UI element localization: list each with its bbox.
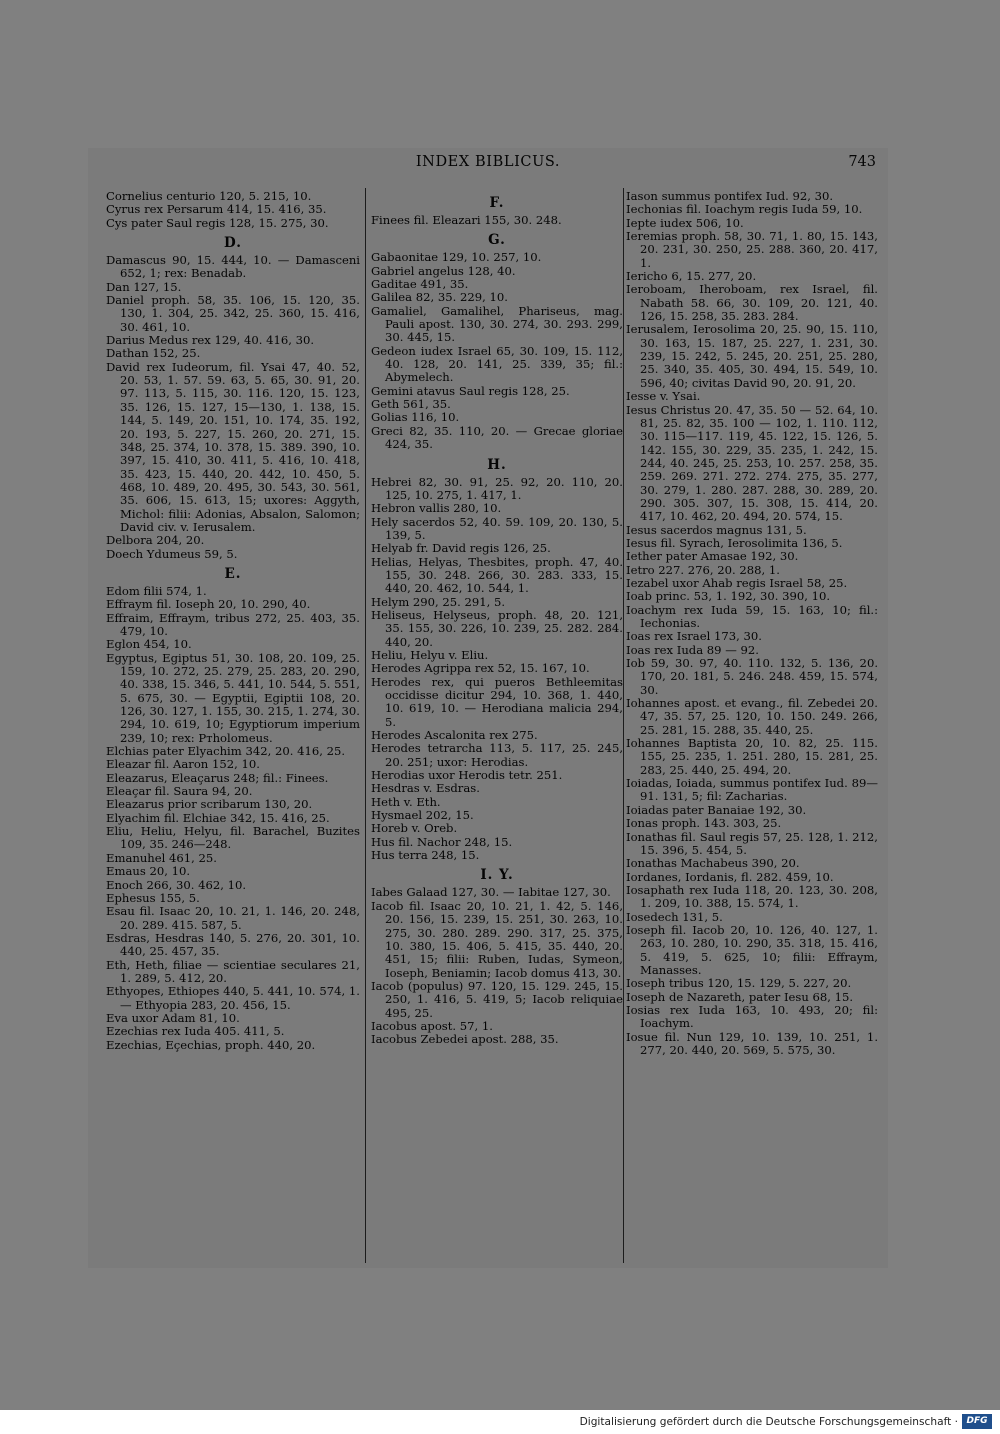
index-entry: Effraym fil. Ioseph 20, 10. 290, 40. xyxy=(106,597,311,612)
index-entry: Damascus 90, 15. 444, 10. — Damasceni 652, 1; rex: Benadab. xyxy=(106,253,360,281)
index-entry: Hesdras v. Esdras. xyxy=(371,781,480,796)
index-entry: Ioseph de Nazareth, pater Iesu 68, 15. xyxy=(626,989,854,1004)
index-entry: Galilea 82, 35. 229, 10. xyxy=(371,290,508,305)
index-entry: Hus fil. Nachor 248, 15. xyxy=(371,834,513,849)
index-entry: Herodes tetrarcha 113, 5. 117, 25. 245, 20. 251; uxor: Herodias. xyxy=(371,741,623,769)
section-letter-heading: G. xyxy=(488,232,506,249)
index-entry: Emaus 20, 10. xyxy=(106,864,191,879)
index-entry: Iechonias fil. Ioachym regis Iuda 59, 10. xyxy=(626,202,863,217)
index-entry: Ietro 227. 276, 20. 288, 1. xyxy=(626,562,780,577)
index-entry: Iosias rex Iuda 163, 10. 493, 20; fil: Ioachym. xyxy=(626,1002,878,1031)
index-entry: Iohannes Baptista 20, 10. 82, 25. 115. 155, 25. 235, 1. 251. 280, 15. 281, 25. 283, 25. 440, 25. 494, 20. xyxy=(626,736,878,777)
index-entry: Eleazarus prior scribarum 130, 20. xyxy=(106,797,313,812)
index-entry: Herodes rex, qui pueros Bethleemitas occidisse dicitur 294, 10. 368, 1. 440, 10. 619, 10. — Herodiana malicia 294, 5. xyxy=(371,674,623,729)
index-entry: Greci 82, 35. 110, 20. — Grecae gloriae 424, 35. xyxy=(371,423,623,452)
index-entry: Eglon 454, 10. xyxy=(106,637,192,652)
index-entry: Hebron vallis 280, 10. xyxy=(371,501,502,516)
index-entry: Edom filii 574, 1. xyxy=(106,583,207,598)
index-entry: Eleazarus, Eleaçarus 248; fil.: Finees. xyxy=(106,770,329,785)
index-entry: Egyptus, Egiptus 51, 30. 108, 20. 109, 25. 159, 10. 272, 25. 279, 25. 283, 20. 290, 40. 338, 15. 346, 5. 441, 10. 544, 5. 551, 5. 675, 30. — Egyptii, Egiptii 108, 20. 126, 30. 127, 1. 155, 30. 215, 1. 274, 30. 294, 10. 619, 10; Egyptiorum imperium 239, 10; rex: Pтholomeus. xyxy=(106,650,360,745)
index-entry: Gamaliel, Gamalihel, Phariseus, mag. Pauli apost. 130, 30. 274, 30. 293. 299, 30. 445, 15. xyxy=(371,303,623,345)
index-entry: Helyab fr. David regis 126, 25. xyxy=(371,541,551,556)
index-entry: Ierusalem, Ierosolima 20, 25. 90, 15. 110, 30. 163, 15. 187, 25. 227, 1. 231, 30. 239, 15. 242, 5. 245, 20. 251, 25. 280, 25. 340, 35. 405, 30. 494, 15. 549, 10. 596, 40; civitas David 90, 20. 91, 20. xyxy=(626,322,878,390)
index-entry: Eliu, Heliu, Helyu, fil. Barachel, Buzites 109, 35. 246—248. xyxy=(106,824,360,852)
index-entry: Iacobus apost. 57, 1. xyxy=(371,1018,493,1033)
index-entry: Gaditae 491, 35. xyxy=(371,277,469,292)
index-entry: Eth, Heth, filiae — scientiae seculares 21, 1. 289, 5. 412, 20. xyxy=(106,957,360,985)
index-entry: Ioachym rex Iuda 59, 15. 163, 10; fil.: Iechonias. xyxy=(626,602,878,630)
index-entry: Doech Ydumeus 59, 5. xyxy=(106,546,238,561)
index-entry: Ephesus 155, 5. xyxy=(106,890,200,905)
index-entry: Iether pater Amasae 192, 30. xyxy=(626,549,799,564)
index-entry: Hely sacerdos 52, 40. 59. 109, 20. 130, 5. 139, 5. xyxy=(371,514,623,542)
index-entry: Iezabel uxor Ahab regis Israel 58, 25. xyxy=(626,575,848,590)
index-entry: Iesse v. Ysai. xyxy=(626,389,701,404)
index-entry: Hysmael 202, 15. xyxy=(371,808,474,823)
index-entry: Ionathas Machabeus 390, 20. xyxy=(626,856,800,871)
index-entry: Ezechias, Eçechias, proph. 440, 20. xyxy=(106,1037,316,1052)
index-entry: Daniel proph. 58, 35. 106, 15. 120, 35. 130, 1. 304, 25. 342, 25. 360, 15. 416, 30. 461, 10. xyxy=(106,293,360,334)
index-entry: Iericho 6, 15. 277, 20. xyxy=(626,269,757,284)
index-entry: Eleazar fil. Aaron 152, 10. xyxy=(106,757,260,772)
index-entry: Iepte iudex 506, 10. xyxy=(626,215,744,230)
index-entry: Iosue fil. Nun 129, 10. 139, 10. 251, 1. 277, 20. 440, 20. 569, 5. 575, 30. xyxy=(626,1029,878,1057)
index-column-middle xyxy=(371,190,623,1047)
index-entry: Ioseph tribus 120, 15. 129, 5. 227, 20. xyxy=(626,976,852,991)
index-entry: Iacobus Zebedei apost. 288, 35. xyxy=(371,1032,559,1047)
index-entry: Enoch 266, 30. 462, 10. xyxy=(106,877,247,892)
index-entry: Gedeon iudex Israel 65, 30. 109, 15. 112, 40. 128, 20. 141, 25. 339, 35; fil.: Abymelech. xyxy=(371,343,623,385)
index-entry: Ieremias proph. 58, 30. 71, 1. 80, 15. 143, 20. 231, 30. 250, 25. 288. 360, 20. 417, 1. xyxy=(626,229,878,270)
index-entry: Esdras, Hesdras 140, 5. 276, 20. 301, 10. 440, 25. 457, 35. xyxy=(106,930,360,959)
page-number: 743 xyxy=(848,154,876,170)
index-entry: Eleaçar fil. Saura 94, 20. xyxy=(106,784,253,799)
index-entry: Heliu, Helyu v. Eliu. xyxy=(371,647,489,662)
index-column-right xyxy=(626,190,878,1057)
scanned-page xyxy=(88,148,888,1268)
index-entry: Cornelius centurio 120, 5. 215, 10. xyxy=(106,189,312,203)
index-entry: Iabes Galaad 127, 30. — Iabitae 127, 30. xyxy=(371,885,611,900)
index-entry: Iesus fil. Syrach, Ierosolimita 136, 5. xyxy=(626,535,843,550)
index-entry: Geth 561, 35. xyxy=(371,397,451,412)
index-entry: Ioiadas, Ioiada, summus pontifex Iud. 89—91. 131, 5; fil: Zacharias. xyxy=(626,776,878,804)
index-entry: Elchias pater Elyachim 342, 20. 416, 25. xyxy=(106,744,346,759)
index-entry: Elyachim fil. Elchiae 342, 15. 416, 25. xyxy=(106,810,330,825)
index-entry: Finees fil. Eleazari 155, 30. 248. xyxy=(371,213,562,227)
index-entry: Cyrus rex Persarum 414, 15. 416, 35. xyxy=(106,202,327,217)
index-entry: Hebrei 82, 30. 91, 25. 92, 20. 110, 20. 125, 10. 275, 1. 417, 1. xyxy=(371,474,623,502)
index-entry: Helym 290, 25. 291, 5. xyxy=(371,594,506,609)
index-entry: Ioas rex Iuda 89 — 92. xyxy=(626,642,759,657)
column-rule xyxy=(623,188,624,1263)
index-entry: Ionas proph. 143. 303, 25. xyxy=(626,816,782,831)
index-entry: Dan 127, 15. xyxy=(106,279,182,294)
index-entry: Ioab princ. 53, 1. 192, 30. 390, 10. xyxy=(626,589,831,604)
dfg-logo[interactable]: DFG xyxy=(962,1414,992,1429)
funding-credit: Digitalisierung gefördert durch die Deutsche Forschungsgemeinschaft · xyxy=(579,1416,958,1428)
index-entry: Iacob fil. Isaac 20, 10. 21, 1. 42, 5. 146, 20. 156, 15. 239, 15. 251, 30. 263, 10. 275, 30. 280. 289. 290. 317, 25. 375, 10. 380, 15. 406, 5. 415, 35. 440, 20. 451, 15; filii: Ruben, Iudas, Symeon, Ioseph, Beniamin; Iacob domus 413, 30. xyxy=(371,898,623,980)
section-letter-heading: F. xyxy=(489,195,505,211)
section-letter-heading: H. xyxy=(487,456,507,473)
index-entry: Heth v. Eth. xyxy=(371,794,441,809)
column-rule xyxy=(365,188,366,1263)
index-entry: Iacob (populus) 97. 120, 15. 129. 245, 15. 250, 1. 416, 5. 419, 5; Iacob reliquiae 495, 25. xyxy=(371,978,623,1020)
index-entry: Golias 116, 10. xyxy=(371,410,460,425)
index-entry: Herodes Ascalonita rex 275. xyxy=(371,728,538,743)
index-entry: David rex Iudeorum, fil. Ysai 47, 40. 52, 20. 53, 1. 57. 59. 63, 5. 65, 30. 91, 20. 97. 113, 5. 115, 30. 116. 120, 15. 123, 35. 126, 15. 127, 15—130, 1. 138, 15. 144, 5. 149, 20. 151, 10. 174, 35. 192, 20. 193, 5. 227, 15. 260, 20. 271, 15. 348, 25. 374, 10. 378, 15. 389. 390, 10. 397, 15. 410, 30. 411, 5. 416, 10. 418, 35. 423, 15. 440, 20. 442, 10. 450, 5. 468, 10. 489, 20. 495, 30. 543, 30. 561, 35. 606, 15. 613, 15; uxores: Aggyth, Michol: filii: Adonias, Absalon, Salomon; David civ. v. Ierusalem. xyxy=(106,359,360,534)
index-entry: Delbora 204, 20. xyxy=(106,533,205,548)
index-entry: Ezechias rex Iuda 405. 411, 5. xyxy=(106,1024,285,1039)
index-entry: Iesus sacerdos magnus 131, 5. xyxy=(626,522,807,537)
index-entry: Esau fil. Isaac 20, 10. 21, 1. 146, 20. 248, 20. 289. 415. 587, 5. xyxy=(106,904,360,932)
index-entry: Iosedech 131, 5. xyxy=(626,909,723,924)
index-column-left xyxy=(106,190,360,1052)
section-letter-heading: D. xyxy=(224,235,242,252)
index-entry: Gabaonitae 129, 10. 257, 10. xyxy=(371,250,542,265)
index-entry: Iohannes apost. et evang., fil. Zebedei 20. 47, 35. 57, 25. 120, 10. 150. 249. 266, 25. 281, 15. 288, 35. 440, 25. xyxy=(626,696,878,737)
index-entry: Iesus Christus 20. 47, 35. 50 — 52. 64, 10. 81, 25. 82, 35. 100 — 102, 1. 110. 112, 30. 115—117. 119, 45. 122, 15. 126, 5. 142. 155, 30. 229, 35. 235, 1. 242, 15. 244, 40. 245, 25. 253, 10. 257. 258, 35. 259. 269. 271. 272. 274. 275, 35. 277, 30. 279, 1. 280. 287. 288, 30. 289, 20. 290. 305. 307, 15. 308, 15. 414, 20. 417, 10. 462, 20. 494, 20. 574, 15. xyxy=(626,402,878,524)
index-entry: Gemini atavus Saul regis 128, 25. xyxy=(371,383,570,398)
section-letter-heading: E. xyxy=(224,565,242,582)
running-title: INDEX BIBLICUS. xyxy=(415,154,561,170)
index-entry: Effraim, Effraym, tribus 272, 25. 403, 35. 479, 10. xyxy=(106,610,360,638)
index-entry: Emanuhel 461, 25. xyxy=(106,850,217,865)
index-entry: Hus terra 248, 15. xyxy=(371,848,480,863)
index-entry: Ionathas fil. Saul regis 57, 25. 128, 1. 212, 15. 396, 5. 454, 5. xyxy=(626,829,878,857)
index-entry: Cys pater Saul regis 128, 15. 275, 30. xyxy=(106,215,329,230)
index-entry: Heliseus, Helyseus, proph. 48, 20. 121, 35. 155, 30. 226, 10. 239, 25. 282. 284. 440, 20. xyxy=(371,607,623,649)
index-entry: Ioas rex Israel 173, 30. xyxy=(626,629,762,644)
index-entry: Helias, Helyas, Thesbites, proph. 47, 40. 155, 30. 248. 266, 30. 283. 333, 15. 440, 20. 462, 10. 544, 1. xyxy=(371,554,623,596)
section-letter-heading: I. Y. xyxy=(480,867,514,884)
index-entry: Herodes Agrippa rex 52, 15. 167, 10. xyxy=(371,661,590,676)
index-entry: Iason summus pontifex Iud. 92, 30. xyxy=(626,189,834,203)
index-entry: Dathan 152, 25. xyxy=(106,346,201,361)
index-entry: Eva uxor Adam 81, 10. xyxy=(106,1010,240,1025)
index-entry: Ioseph fil. Iacob 20, 10. 126, 40. 127, 1. 263, 10. 280, 10. 290, 35. 318, 15. 416, 5. 419, 5. 625, 10; filii: Effraym, Manasses. xyxy=(626,922,878,977)
index-entry: Iosaphath rex Iuda 118, 20. 123, 30. 208, 1. 209, 10. 388, 15. 574, 1. xyxy=(626,882,878,911)
index-entry: Iordanes, Iordanis, fl. 282. 459, 10. xyxy=(626,869,834,884)
index-entry: Iob 59, 30. 97, 40. 110. 132, 5. 136, 20. 170, 20. 181, 5. 246. 248. 459, 15. 574, 30. xyxy=(626,656,878,697)
index-entry: Herodias uxor Herodis tetr. 251. xyxy=(371,768,563,783)
footer-bar xyxy=(0,1410,1000,1434)
index-entry: Ioiadas pater Banaiae 192, 30. xyxy=(626,802,807,817)
index-entry: Horeb v. Oreb. xyxy=(371,821,458,836)
index-entry: Ieroboam, Iheroboam, rex Israel, fil. Nabath 58. 66, 30. 109, 20. 121, 40. 126, 15. 258, 35. 283. 284. xyxy=(626,282,878,324)
index-entry: Gabriel angelus 128, 40. xyxy=(371,263,516,278)
index-entry: Darius Medus rex 129, 40. 416, 30. xyxy=(106,333,315,348)
index-entry: Ethyopes, Ethiopes 440, 5. 441, 10. 574, 1. — Ethyopia 283, 20. 456, 15. xyxy=(106,984,360,1012)
